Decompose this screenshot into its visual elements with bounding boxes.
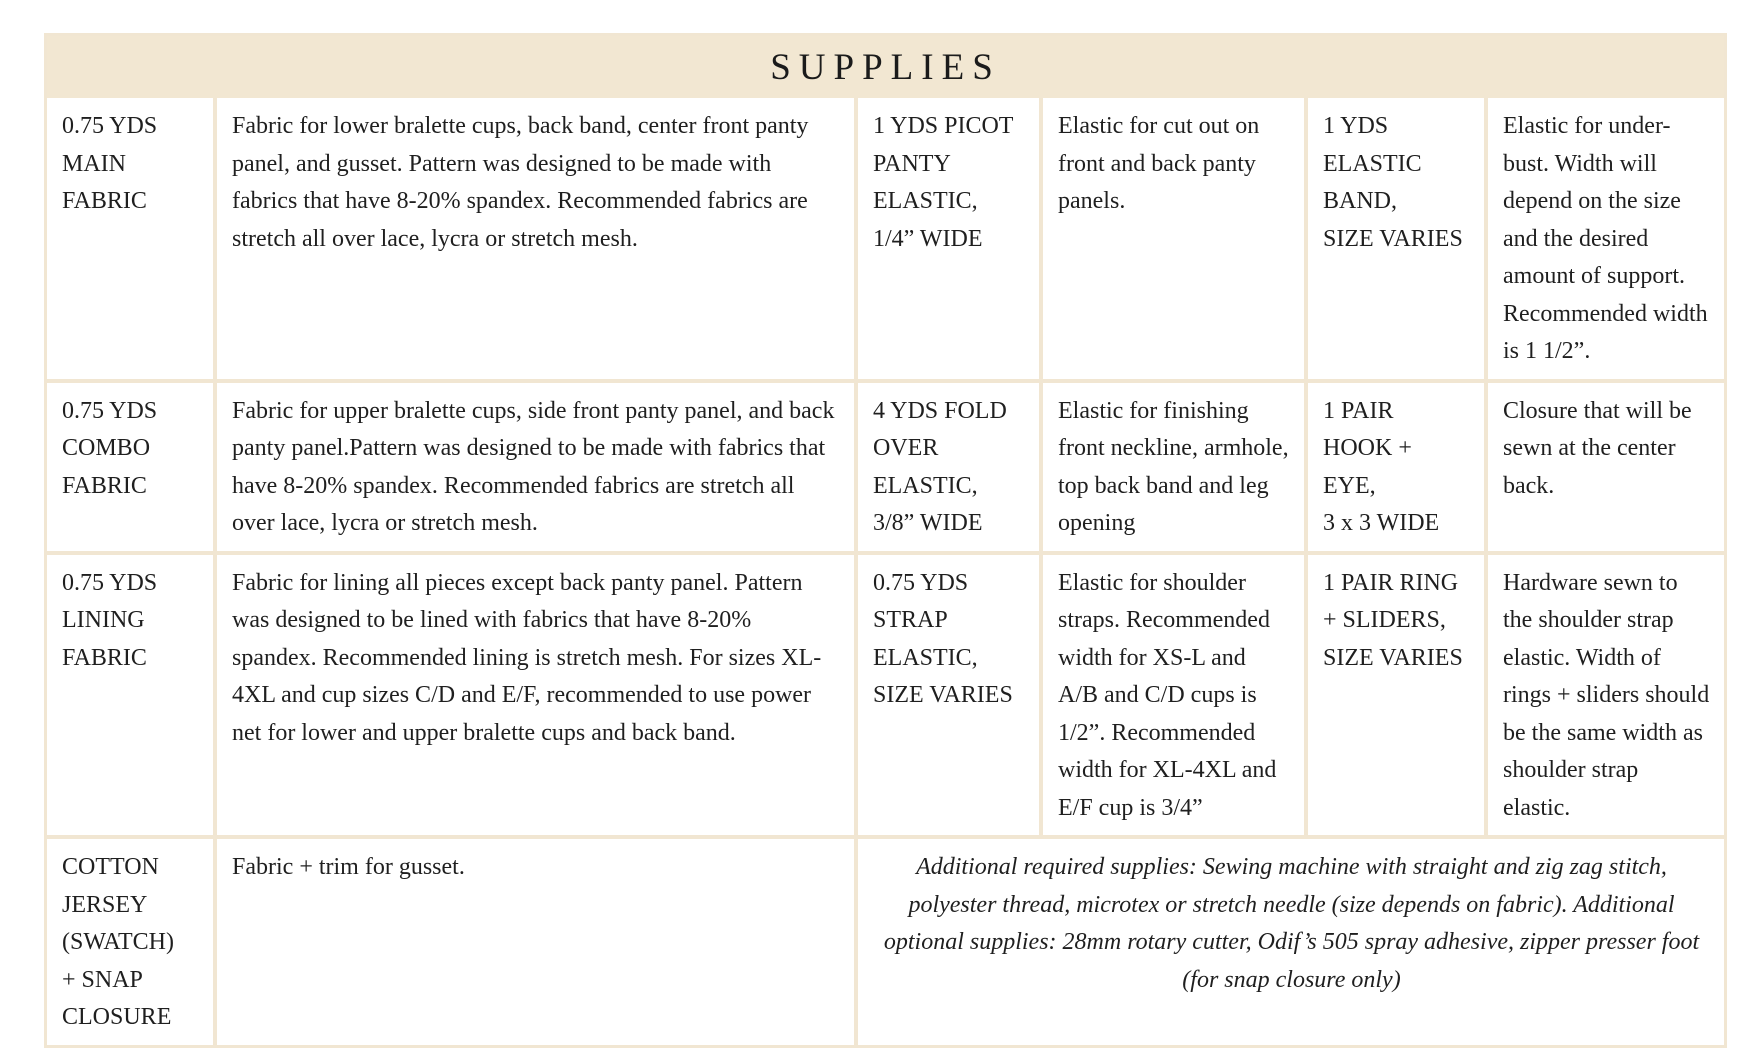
supply-quantity-cell: 1 YDS ELASTIC BAND, SIZE VARIES [1306, 98, 1486, 381]
supply-description-cell: Elastic for cut out on front and back panty panels. [1041, 98, 1306, 381]
supply-quantity-cell: 4 YDS FOLD OVER ELASTIC, 3/8” WIDE [856, 381, 1041, 553]
table-row [47, 98, 1724, 381]
supply-quantity-cell: 1 YDS PICOT PANTY ELASTIC, 1/4” WIDE [856, 98, 1041, 381]
supply-description-cell: Elastic for under-bust. Width will depend on the size and the desired amount of support. Recommended width is 1 1/2”. [1486, 98, 1724, 381]
supply-description-cell: Fabric for upper bralette cups, side front panty panel, and back panty panel.Pattern was designed to be made with fabrics that have 8-20% spandex. Recommended fabrics are stretch all over lace, lycra or stretch mesh. [215, 381, 856, 553]
supplies-grid [47, 98, 1724, 1045]
supply-description-cell: Fabric for lining all pieces except back panty panel. Pattern was designed to be lined with fabrics that have 8-20% spandex. Recommended lining is stretch mesh. For sizes XL-4XL and cup sizes C/D and E/F, recommended to use power net for lower and upper bralette cups and back band. [215, 553, 856, 838]
supply-description-cell: Fabric + trim for gusset. [215, 837, 856, 1045]
table-row [47, 837, 1724, 1045]
supply-description-cell: Elastic for finishing front neckline, armhole, top back band and leg opening [1041, 381, 1306, 553]
supply-quantity-cell: 0.75 YDS LINING FABRIC [47, 553, 215, 838]
supply-quantity-cell: 1 PAIR HOOK + EYE, 3 x 3 WIDE [1306, 381, 1486, 553]
table-row [47, 553, 1724, 838]
supply-quantity-cell: 1 PAIR RING + SLIDERS, SIZE VARIES [1306, 553, 1486, 838]
supply-description-cell: Hardware sewn to the shoulder strap elastic. Width of rings + sliders should be the same width as shoulder strap elastic. [1486, 553, 1724, 838]
supply-quantity-cell: 0.75 YDS STRAP ELASTIC, SIZE VARIES [856, 553, 1041, 838]
supply-quantity-cell: COTTON JERSEY (SWATCH) + SNAP CLOSURE [47, 837, 215, 1045]
supplies-table [44, 33, 1727, 1048]
additional-supplies-note: Additional required supplies: Sewing machine with straight and zig zag stitch, polyester thread, microtex or stretch needle (size depends on fabric). Additional optional supplies: 28mm rotary cutter, Odif’s 505 spray adhesive, zipper presser foot (for snap closure only) [856, 837, 1724, 1045]
supply-quantity-cell: 0.75 YDS COMBO FABRIC [47, 381, 215, 553]
supply-description-cell: Fabric for lower bralette cups, back band, center front panty panel, and gusset. Pattern was designed to be made with fabrics that have 8-20% spandex. Recommended fabrics are stretch all over lace, lycra or stretch mesh. [215, 98, 856, 381]
table-row [47, 381, 1724, 553]
supply-description-cell: Elastic for shoulder straps. Recommended width for XS-L and A/B and C/D cups is 1/2”. Recommended width for XL-4XL and E/F cup is 3/4” [1041, 553, 1306, 838]
supply-description-cell: Closure that will be sewn at the center back. [1486, 381, 1724, 553]
supplies-title: SUPPLIES [47, 36, 1724, 98]
supply-quantity-cell: 0.75 YDS MAIN FABRIC [47, 98, 215, 381]
